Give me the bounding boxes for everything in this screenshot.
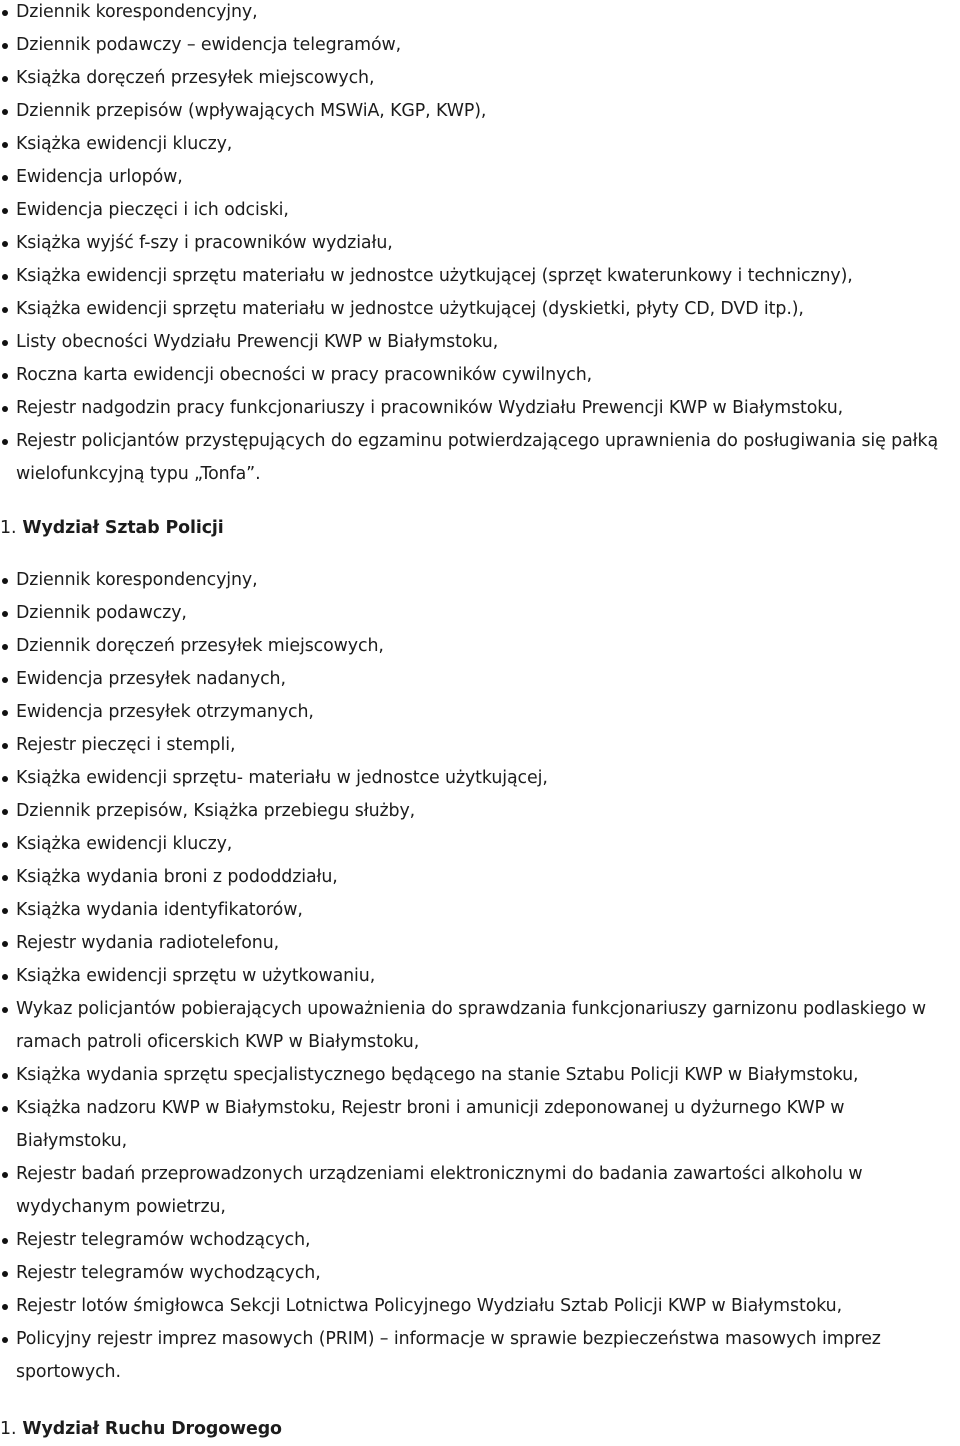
list-item: Listy obecności Wydziału Prewencji KWP w Białymstoku,	[0, 326, 960, 359]
list-item: Książka wyjść f-szy i pracowników wydziału,	[0, 227, 960, 260]
list-item: Książka ewidencji sprzętu- materiału w jednostce użytkującej,	[0, 762, 960, 795]
list-item: Dziennik przepisów, Książka przebiegu służby,	[0, 795, 960, 828]
list-item: Ewidencja urlopów,	[0, 161, 960, 194]
section-title: Wydział Sztab Policji	[22, 518, 224, 538]
list-item: Dziennik podawczy,	[0, 597, 960, 630]
section-number: 1.	[0, 518, 17, 538]
list-item: Ewidencja pieczęci i ich odciski,	[0, 194, 960, 227]
list-item: Dziennik doręczeń przesyłek miejscowych,	[0, 630, 960, 663]
register-list-sztab-policji	[0, 564, 960, 1389]
list-item: Rejestr pieczęci i stempli,	[0, 729, 960, 762]
list-item: Rejestr lotów śmigłowca Sekcji Lotnictwa Policyjnego Wydziału Sztab Policji KWP w Białymstoku,	[0, 1290, 960, 1323]
list-item: Rejestr badań przeprowadzonych urządzeniami elektronicznymi do badania zawartości alkoholu w wydychanym powietrzu,	[0, 1158, 960, 1224]
section-heading-ruchu-drogowego	[0, 1413, 282, 1446]
section-title: Wydział Ruchu Drogowego	[22, 1419, 282, 1439]
list-item: Rejestr telegramów wychodzących,	[0, 1257, 960, 1290]
list-item: Policyjny rejestr imprez masowych (PRIM) – informacje w sprawie bezpieczeństwa masowych imprez sportowych.	[0, 1323, 960, 1389]
list-item: Książka ewidencji sprzętu materiału w jednostce użytkującej (sprzęt kwaterunkowy i techniczny),	[0, 260, 960, 293]
list-item: Książka ewidencji sprzętu materiału w jednostce użytkującej (dyskietki, płyty CD, DVD itp.),	[0, 293, 960, 326]
list-item: Książka wydania identyfikatorów,	[0, 894, 960, 927]
list-item: Książka nadzoru KWP w Białymstoku, Rejestr broni i amunicji zdeponowanej u dyżurnego KWP w Białymstoku,	[0, 1092, 960, 1158]
list-item: Dziennik podawczy – ewidencja telegramów,	[0, 29, 960, 62]
list-item: Rejestr nadgodzin pracy funkcjonariuszy i pracowników Wydziału Prewencji KWP w Białymstoku,	[0, 392, 960, 425]
list-item: Książka doręczeń przesyłek miejscowych,	[0, 62, 960, 95]
list-item: Książka wydania broni z pododdziału,	[0, 861, 960, 894]
list-item: Książka ewidencji sprzętu w użytkowaniu,	[0, 960, 960, 993]
list-item: Wykaz policjantów pobierających upoważnienia do sprawdzania funkcjonariuszy garnizonu podlaskiego w ramach patroli oficerskich KWP w Białymstoku,	[0, 993, 960, 1059]
list-item: Roczna karta ewidencji obecności w pracy pracowników cywilnych,	[0, 359, 960, 392]
list-item: Dziennik przepisów (wpływających MSWiA, KGP, KWP),	[0, 95, 960, 128]
section-heading-sztab-policji	[0, 512, 224, 545]
list-item: Książka ewidencji kluczy,	[0, 828, 960, 861]
list-item: Książka wydania sprzętu specjalistycznego będącego na stanie Sztabu Policji KWP w Białymstoku,	[0, 1059, 960, 1092]
list-item: Ewidencja przesyłek otrzymanych,	[0, 696, 960, 729]
section-number: 1.	[0, 1419, 17, 1439]
register-list-prewencja	[0, 0, 960, 491]
list-item: Rejestr policjantów przystępujących do egzaminu potwierdzającego uprawnienia do posługiwania się pałką wielofunkcyjną typu „Tonfa”.	[0, 425, 960, 491]
list-item: Rejestr telegramów wchodzących,	[0, 1224, 960, 1257]
list-item: Książka ewidencji kluczy,	[0, 128, 960, 161]
list-item: Ewidencja przesyłek nadanych,	[0, 663, 960, 696]
list-item: Dziennik korespondencyjny,	[0, 0, 960, 29]
list-item: Dziennik korespondencyjny,	[0, 564, 960, 597]
list-item: Rejestr wydania radiotelefonu,	[0, 927, 960, 960]
